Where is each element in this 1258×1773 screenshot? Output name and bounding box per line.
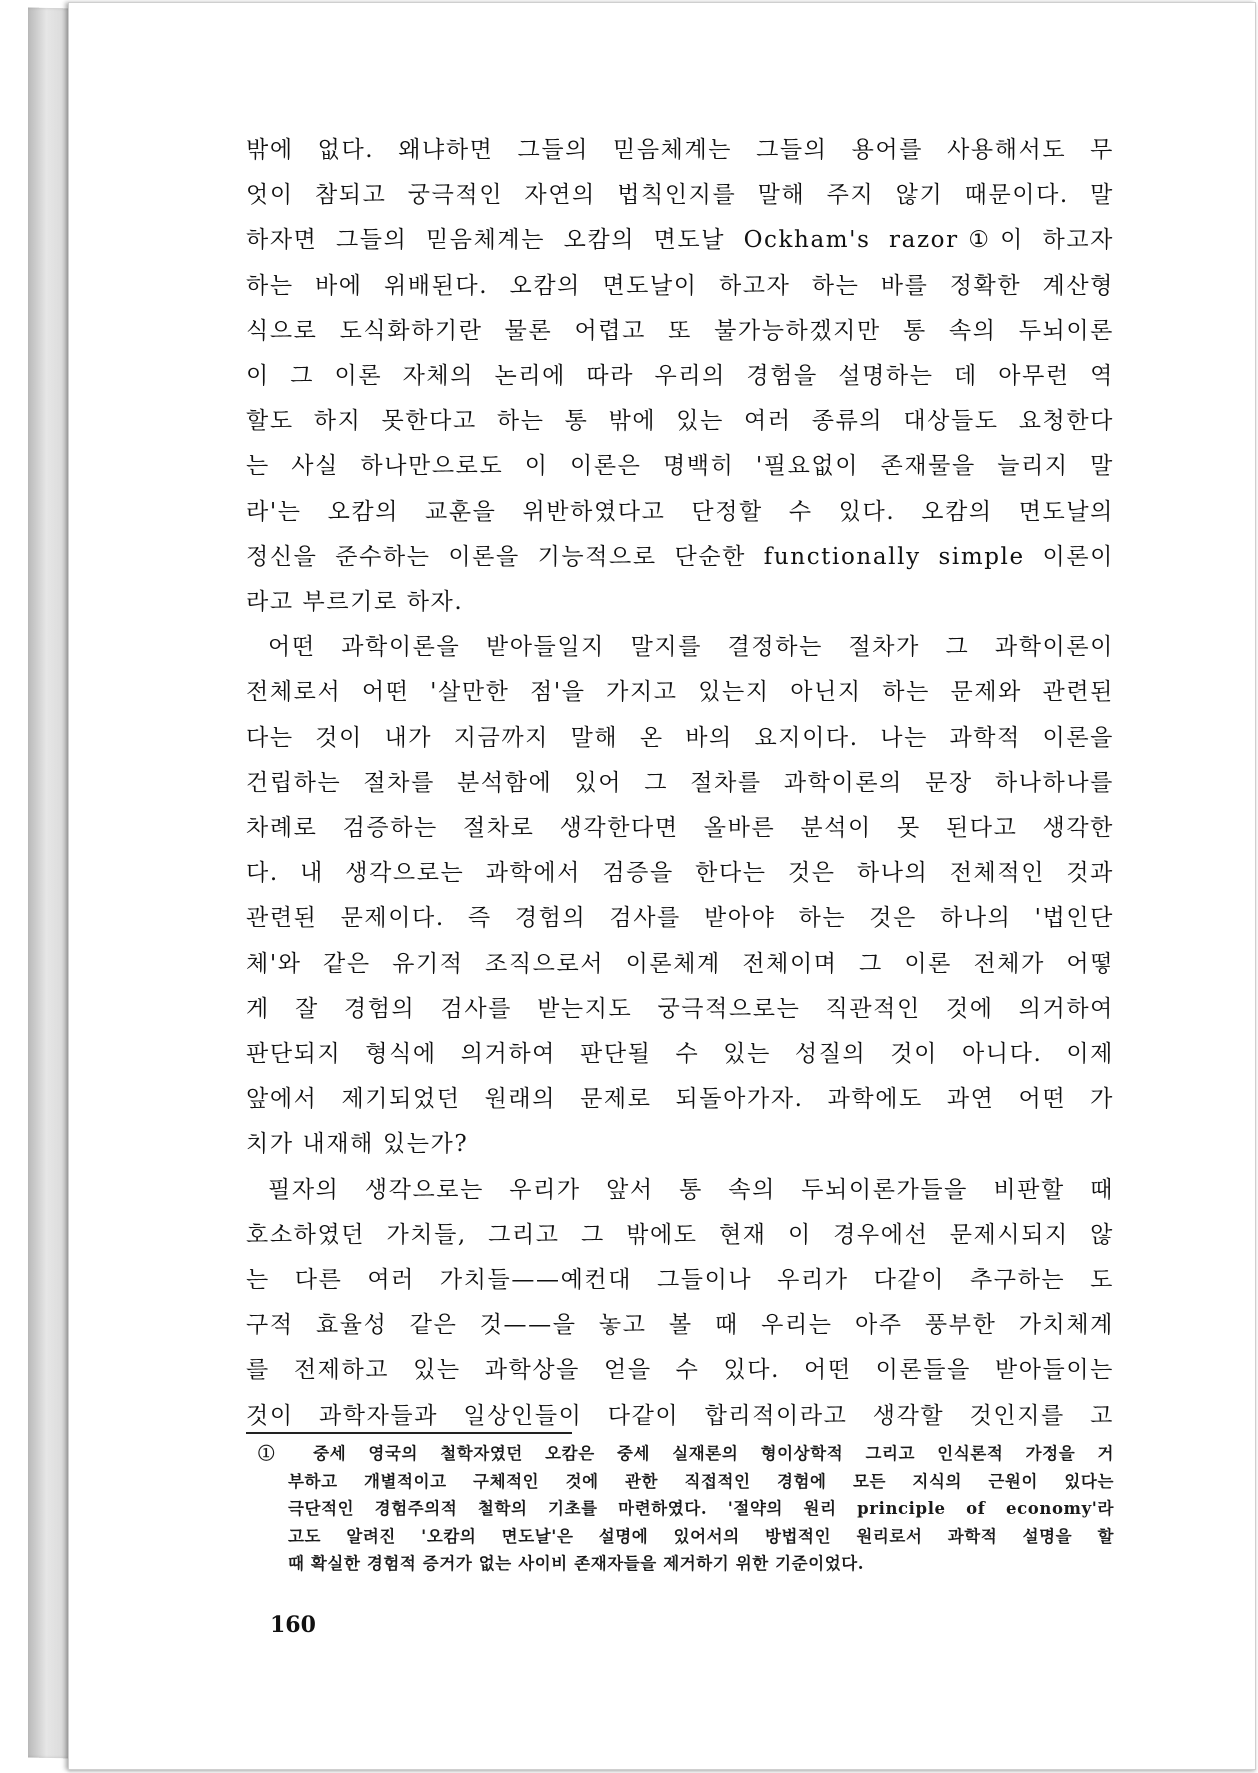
text-line: 치가 내재해 있는가? <box>246 1131 469 1158</box>
text-line: 엇이 참되고 궁극적인 자연의 법칙인지를 말해 주지 않기 때문이다. 말 <box>246 182 1114 209</box>
text-line: 를 전제하고 있는 과학상을 얻을 수 있다. 어떤 이론들을 받아들이는 <box>246 1357 1114 1384</box>
text-line: 체'와 같은 유기적 조직으로서 이론체계 전체이며 그 이론 전체가 어떻 <box>246 950 1114 977</box>
paragraph-1 <box>246 128 1114 625</box>
text-line: 전체로서 어떤 '살만한 점'을 가지고 있는지 아닌지 하는 문제와 관련된 <box>246 679 1114 706</box>
text-line: 는 사실 하나만으로도 이 이론은 명백히 '필요없이 존재물을 늘리지 말 <box>246 453 1114 480</box>
footnote-divider <box>246 1432 572 1434</box>
text-line: 차례로 검증하는 절차로 생각한다면 올바른 분석이 못 된다고 생각한 <box>246 815 1114 842</box>
text-line: 라고 부르기로 하자. <box>246 589 464 616</box>
text-line: 하는 바에 위배된다. 오캄의 면도날이 하고자 하는 바를 정확한 계산형 <box>246 272 1114 299</box>
text-line: 판단되지 형식에 의거하여 판단될 수 있는 성질의 것이 아니다. 이제 <box>246 1041 1114 1068</box>
footnote-line: ① 중세 영국의 철학자였던 오캄은 중세 실재론의 형이상학적 그리고 인식론적 가정을 거 <box>258 1444 1114 1463</box>
text-line: 어떤 과학이론을 받아들일지 말지를 결정하는 절차가 그 과학이론이 <box>268 634 1114 661</box>
text-line: 하자면 그들의 믿음체계는 오캄의 면도날 Ockham's razor①이 하고자 <box>246 227 1114 254</box>
text-line: 는 다른 여러 가치들——예컨대 그들이나 우리가 다같이 추구하는 도 <box>246 1267 1114 1294</box>
text-line: 다. 내 생각으로는 과학에서 검증을 한다는 것은 하나의 전체적인 것과 <box>246 860 1114 887</box>
footnote <box>258 1440 1114 1578</box>
text-line: 앞에서 제기되었던 원래의 문제로 되돌아가자. 과학에도 과연 어떤 가 <box>246 1086 1114 1113</box>
text-line: 건립하는 절차를 분석함에 있어 그 절차를 과학이론의 문장 하나하나를 <box>246 769 1114 796</box>
text-line: 필자의 생각으로는 우리가 앞서 통 속의 두뇌이론가들을 비판할 때 <box>268 1176 1114 1203</box>
page-number: 160 <box>270 1612 316 1638</box>
text-line: 라'는 오캄의 교훈을 위반하였다고 단정할 수 있다. 오캄의 면도날의 <box>246 498 1114 525</box>
footnote-line: 때 확실한 경험적 증거가 없는 사이비 존재자들을 제거하기 위한 기준이었다. <box>288 1554 865 1574</box>
paragraph-3 <box>246 1168 1114 1439</box>
body-text <box>246 128 1114 1439</box>
text-line: 식으로 도식화하기란 물론 어렵고 또 불가능하겠지만 통 속의 두뇌이론 <box>246 317 1114 344</box>
text-line: 호소하였던 가치들, 그리고 그 밖에도 현재 이 경우에선 문제시되지 않 <box>246 1221 1114 1248</box>
text-line: 할도 하지 못한다고 하는 통 밖에 있는 여러 종류의 대상들도 요청한다 <box>246 408 1114 435</box>
text-line: 밖에 없다. 왜냐하면 그들의 믿음체계는 그들의 용어를 사용해서도 무 <box>246 137 1114 163</box>
footnote-line: 극단적인 경험주의적 철학의 기초를 마련하였다. '절약의 원리 principle of economy'라 <box>288 1499 1114 1519</box>
text-line: 것이 과학자들과 일상인들이 다같이 합리적이라고 생각할 것인지를 고 <box>246 1402 1114 1429</box>
text-line: 관련된 문제이다. 즉 경험의 검사를 받아야 하는 것은 하나의 '법인단 <box>246 905 1114 932</box>
text-line: 이 그 이론 자체의 논리에 따라 우리의 경험을 설명하는 데 아무런 역 <box>246 363 1114 390</box>
footnote-line: 고도 알려진 '오캄의 면도날'은 설명에 있어서의 방법적인 원리로서 과학적 설명을 할 <box>288 1526 1114 1546</box>
text-line: 정신을 준수하는 이론을 기능적으로 단순한 functionally simple 이론이 <box>246 543 1114 570</box>
text-line: 구적 효율성 같은 것——을 놓고 볼 때 우리는 아주 풍부한 가치체계 <box>246 1312 1114 1339</box>
paragraph-2 <box>246 625 1114 1167</box>
text-line: 게 잘 경험의 검사를 받는지도 궁극적으로는 직관적인 것에 의거하여 <box>246 995 1114 1022</box>
text-line: 다는 것이 내가 지금까지 말해 온 바의 요지이다. 나는 과학적 이론을 <box>246 724 1114 751</box>
footnote-line: 부하고 개별적이고 구체적인 것에 관한 직접적인 경험에 모든 지식의 근원이 있다는 <box>288 1471 1114 1491</box>
